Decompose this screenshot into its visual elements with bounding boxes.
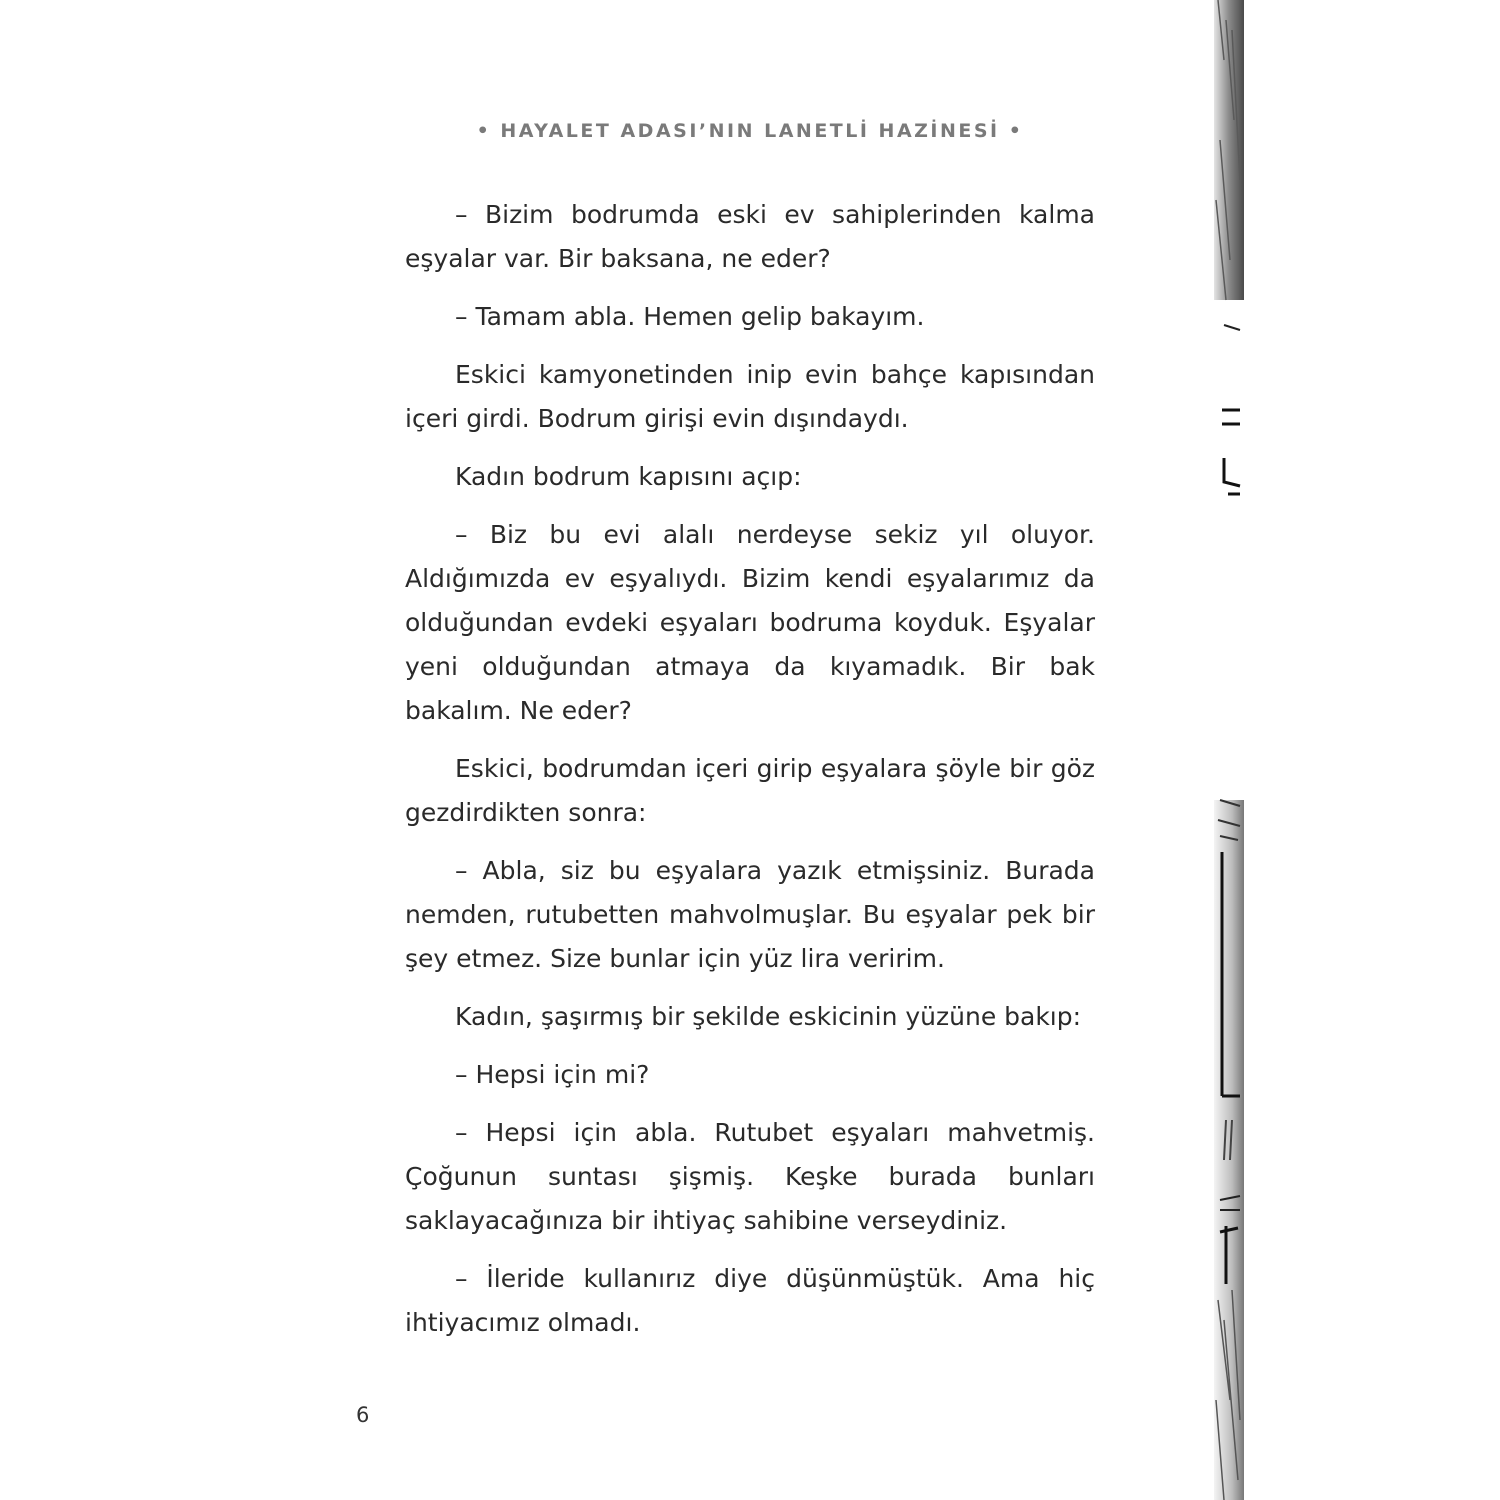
body-text	[405, 193, 1095, 1359]
paragraph: – Bizim bodrumda eski ev sahiplerinden kalma eşyalar var. Bir baksana, ne eder?	[405, 200, 1095, 273]
paragraph: Eskici kamyonetinden inip evin bahçe kapısından içeri girdi. Bodrum girişi evin dışındaydı.	[405, 360, 1095, 433]
paragraph: Kadın, şaşırmış bir şekilde eskicinin yüzüne bakıp:	[455, 1002, 1082, 1031]
paragraph: Kadın bodrum kapısını açıp:	[455, 462, 802, 491]
paragraph: – Tamam abla. Hemen gelip bakayım.	[455, 302, 925, 331]
running-header: • HAYALET ADASI’NIN LANETLİ HAZİNESİ •	[476, 120, 1024, 142]
paragraph: – Hepsi için abla. Rutubet eşyaları mahvetmiş. Çoğunun suntası şişmiş. Keşke burada bunları saklayacağınıza bir ihtiyaç sahibine verseydiniz.	[405, 1118, 1095, 1235]
paragraph: – İleride kullanırız diye düşünmüştük. Ama hiç ihtiyacımız olmadı.	[405, 1264, 1095, 1337]
paragraph: Eskici, bodrumdan içeri girip eşyalara şöyle bir göz gezdirdikten sonra:	[405, 754, 1095, 827]
paragraph: – Biz bu evi alalı nerdeyse sekiz yıl oluyor. Aldığımızda ev eşyalıydı. Bizim kendi eşyalarımız da olduğundan evdeki eşyaları bodruma koyduk. Eşyalar yeni olduğundan atmaya da kıyamadık. Bir bak bakalım. Ne eder?	[405, 520, 1095, 725]
paragraph: – Hepsi için mi?	[455, 1060, 650, 1089]
page-number: 6	[356, 1403, 370, 1427]
paragraph: – Abla, siz bu eşyalara yazık etmişsiniz. Burada nemden, rutubetten mahvolmuşlar. Bu eşyalar pek bir şey etmez. Size bunlar için yüz lira veririm.	[405, 856, 1095, 973]
facing-page-illustration-edge	[1214, 0, 1244, 1500]
